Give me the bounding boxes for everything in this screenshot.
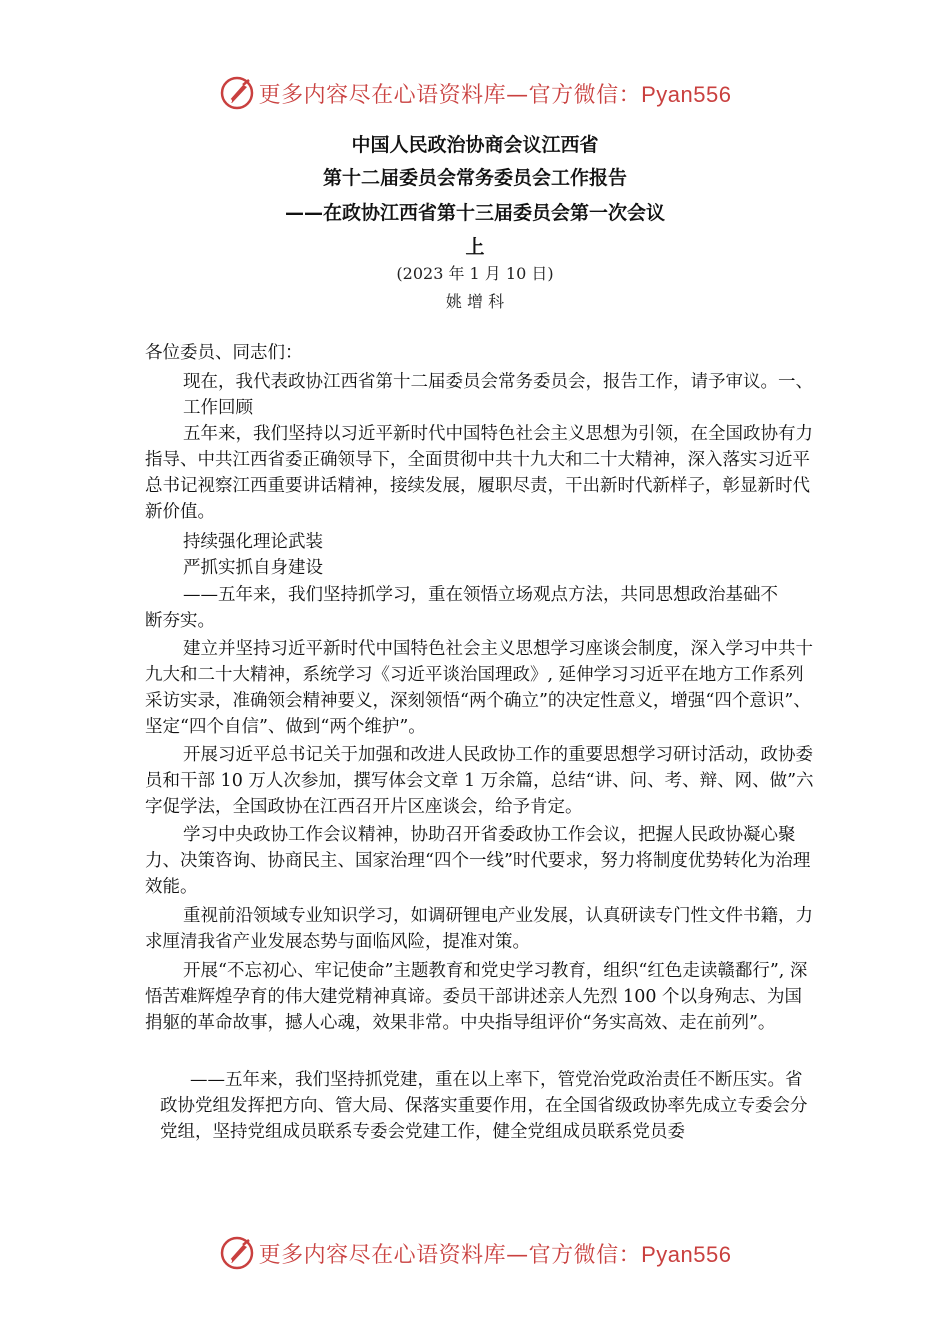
wechat-handle: Pyan556 — [641, 1241, 732, 1267]
body-paragraph-7: 重视前沿领域专业知识学习，如调研锂电产业发展，认真研读专门性文件书籍，力求厘清我省产业发展态势与面临风险，提准对策。 — [145, 906, 813, 952]
salutation: 各位委员、同志们： — [145, 343, 303, 363]
body-paragraph-2: 五年来，我们坚持以习近平新时代中国特色社会主义思想为引领，在全国政协有力指导、中共江西省委正确领导下，全面贯彻中共十九大和二十大精神，深入落实习近平总书记视察江西重要讲话精神，接续发展，履职尽责，干出新时代新样子，彰显新时代新价值。 — [145, 424, 813, 522]
watermark-text: 更多内容尽在心语资料库—官方微信：Pyan556 — [258, 81, 732, 108]
body-paragraph-1: 现在，我代表政协江西省第十二届委员会常务委员会，报告工作，请予审议。一、工作回顾 — [183, 372, 813, 418]
body-paragraph-4: 建立并坚持习近平新时代中国特色社会主义思想学习座谈会制度，深入学习中共十九大和二十大精神，系统学习《习近平谈治国理政》, 延伸学习习近平在地方工作系列采访实录，准确领会精神要义，深刻领悟“两个确立”的决定性意义，增强“四个意识”、坚定“四个自信”、做到“两个维护”。 — [145, 639, 813, 737]
wechat-handle: Pyan556 — [641, 81, 732, 107]
section-heading-2: 严抓实抓自身建设 — [183, 558, 323, 578]
body-paragraph-9: ——五年来，我们坚持抓党建，重在以上率下，管党治党政治责任不断压实。省政协党组发挥把方向、管大局、保落实重要作用，在全国省级政协率先成立专委会分党组，坚持党组成员联系专委会党建工作，健全党组成员联系党员委 — [160, 1070, 808, 1142]
section-heading-1: 持续强化理论武装 — [183, 532, 323, 552]
doc-author: 姚 增 科 — [445, 292, 505, 311]
body-paragraph-5: 开展习近平总书记关于加强和改进人民政协工作的重要思想学习研讨活动，政协委员和干部 10 万人次参加，撰写体会文章 1 万余篇，总结“讲、问、考、辩、网、做”六字促学法，全国政协在江西召开片区座谈会，给予肯定。 — [145, 745, 814, 817]
quill-pen-logo-icon — [219, 1235, 255, 1271]
body-paragraph-6: 学习中央政协工作会议精神，协助召开省委政协工作会议，把握人民政协凝心聚力、决策咨询、协商民主、国家治理“四个一线”时代要求，努力将制度优势转化为治理效能。 — [145, 825, 811, 897]
doc-title-line-2: 第十二届委员会常务委员会工作报告 — [322, 167, 627, 189]
watermark-banner-bottom — [0, 1233, 950, 1273]
body-paragraph-3: ——五年来，我们坚持抓学习，重在领悟立场观点方法，共同思想政治基础不断夯实。 — [145, 585, 778, 631]
doc-title-line-4: 上 — [465, 236, 485, 258]
quill-pen-logo-icon — [219, 75, 255, 111]
doc-title-line-3: ——在政协江西省第十三届委员会第一次会议 — [284, 202, 665, 224]
doc-title-line-1: 中国人民政治协商会议江西省 — [351, 134, 599, 156]
body-paragraph-8: 开展“不忘初心、牢记使命”主题教育和党史学习教育，组织“红色走读赣鄱行”, 深悟苦难辉煌孕育的伟大建党精神真谛。委员干部讲述亲人先烈 100 个以身殉志、为国捐躯的革命故事，撼人心魂，效果非常。中央指导组评价“务实高效、走在前列”。 — [145, 961, 808, 1033]
watermark-banner-top — [0, 73, 950, 113]
watermark-text: 更多内容尽在心语资料库—官方微信：Pyan556 — [258, 1241, 732, 1268]
doc-date: (2023 年 1 月 10 日) — [396, 264, 554, 283]
